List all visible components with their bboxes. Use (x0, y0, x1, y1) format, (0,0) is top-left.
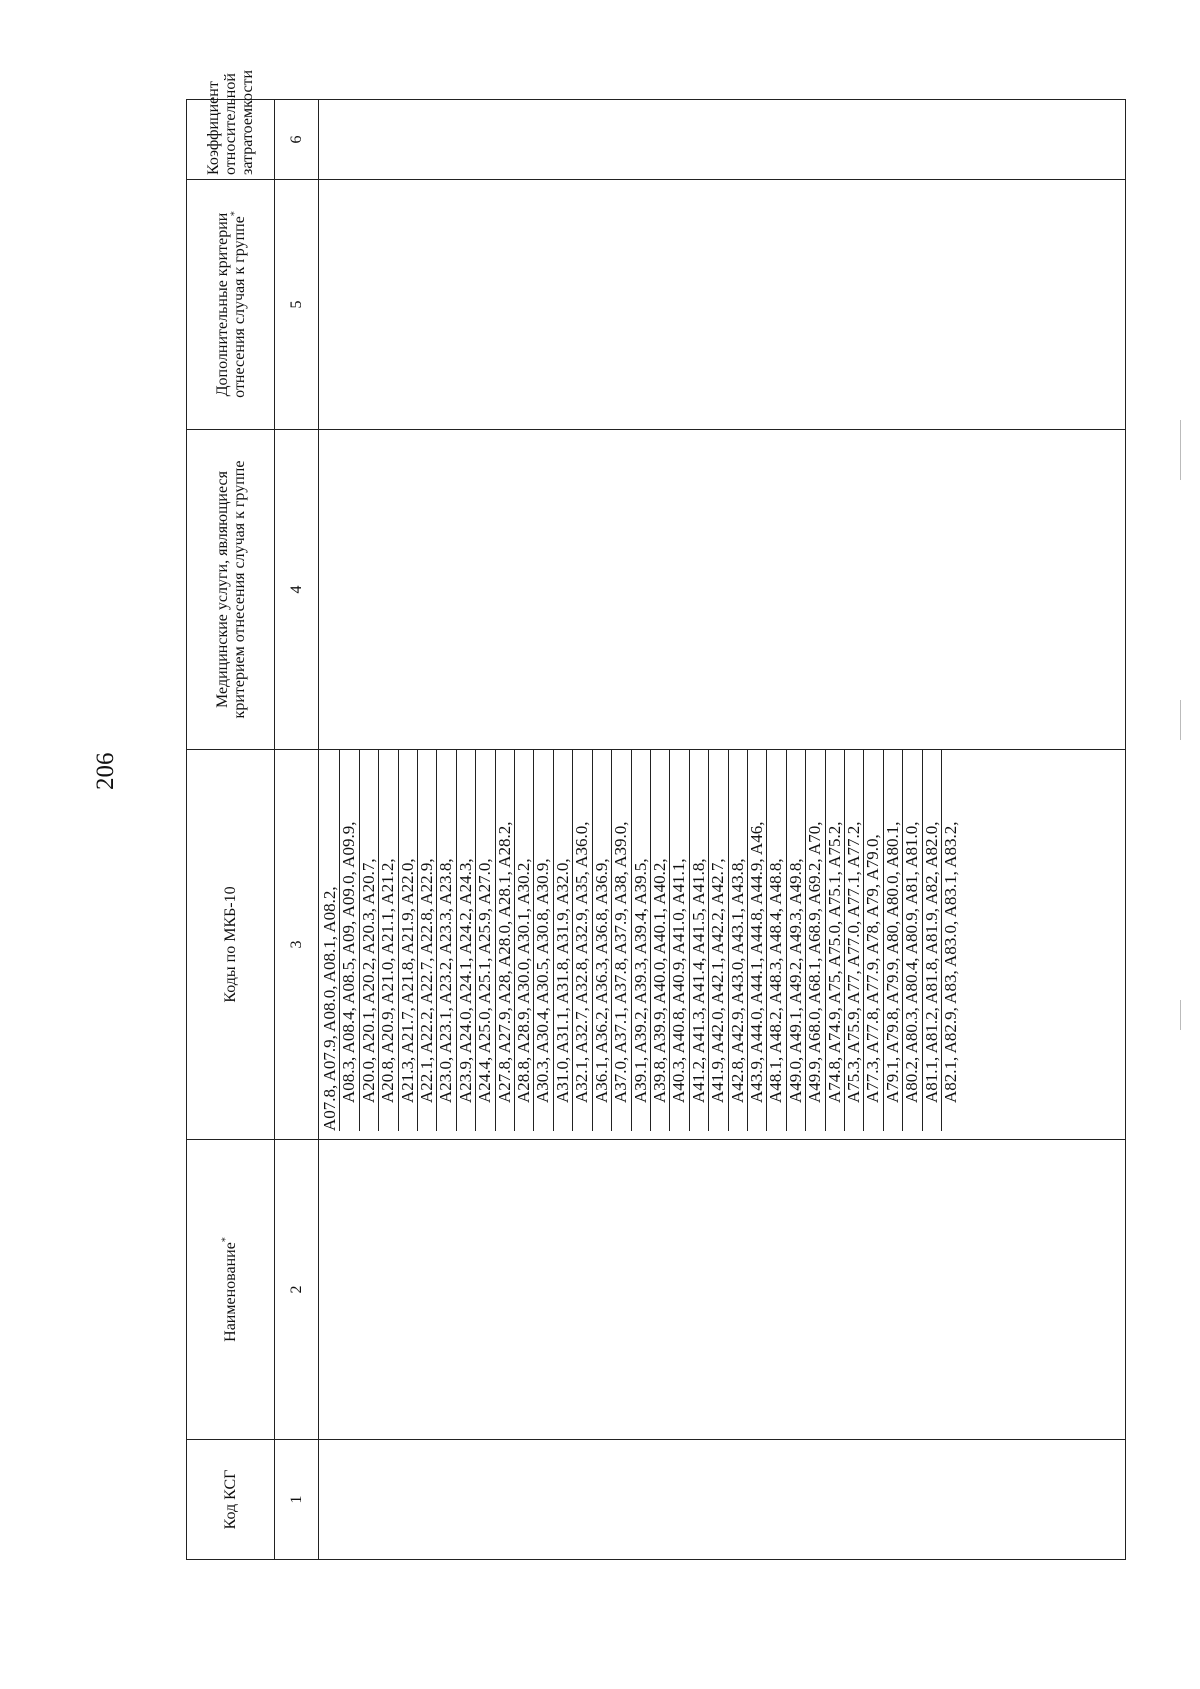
column-number: 6 (275, 100, 319, 180)
scan-edge-line (1180, 1000, 1181, 1030)
icd-code-line: A49.0, A49.1, A49.2, A49.3, A49.8, (787, 750, 806, 1131)
icd-code-line: A41.9, A42.0, A42.1, A42.2, A42.7, (709, 750, 728, 1131)
icd-code-line: A80.2, A80.3, A80.4, A80.9, A81, A81.0, (903, 750, 922, 1131)
table-row (319, 100, 1126, 1560)
icd-code-list (321, 750, 960, 1131)
icd-code-line: A48.1, A48.2, A48.3, A48.4, A48.8, (767, 750, 786, 1131)
icd-code-line: A49.9, A68.0, A68.1, A68.9, A69.2, A70, (806, 750, 825, 1131)
icd-code-line: A77.3, A77.8, A77.9, A78, A79, A79.0, (864, 750, 883, 1131)
icd-code-line: A30.3, A30.4, A30.5, A30.8, A30.9, (534, 750, 553, 1131)
icd-code-line: A32.1, A32.7, A32.8, A32.9, A35, A36.0, (573, 750, 592, 1131)
column-number: 4 (275, 430, 319, 750)
icd-code-line: A43.9, A44.0, A44.1, A44.8, A44.9, A46, (748, 750, 767, 1131)
header-coefficient: Коэффициент относительной затратоемкости (187, 100, 275, 180)
icd-code-line: A07.8, A07.9, A08.0, A08.1, A08.2, (321, 750, 340, 1131)
page-number: 206 (92, 752, 119, 790)
icd-code-line: A42.8, A42.9, A43.0, A43.1, A43.8, (729, 750, 748, 1131)
icd-code-line: A31.0, A31.1, A31.8, A31.9, A32.0, (554, 750, 573, 1131)
rotated-table-container (186, 69, 1126, 1560)
column-number: 1 (275, 1440, 319, 1560)
header-name: Наименование* (187, 1140, 275, 1440)
icd-code-line: A79.1, A79.8, A79.9, A80, A80.0, A80.1, (884, 750, 903, 1131)
icd-code-line: A20.8, A20.9, A21.0, A21.1, A21.2, (379, 750, 398, 1131)
icd-code-line: A22.1, A22.2, A22.7, A22.8, A22.9, (418, 750, 437, 1131)
icd-code-line: A39.1, A39.2, A39.3, A39.4, A39.5, (632, 750, 651, 1131)
icd-code-line: A75.3, A75.9, A77, A77.0, A77.1, A77.2, (845, 750, 864, 1131)
icd-code-line: A27.8, A27.9, A28, A28.0, A28.1, A28.2, (496, 750, 515, 1131)
column-number-row (275, 100, 319, 1560)
column-number: 2 (275, 1140, 319, 1440)
icd-code-line: A39.8, A39.9, A40.0, A40.1, A40.2, (651, 750, 670, 1131)
column-number: 5 (275, 180, 319, 430)
icd-code-line: A23.0, A23.1, A23.2, A23.3, A23.8, (437, 750, 456, 1131)
icd-code-line: A28.8, A28.9, A30.0, A30.1, A30.2, (515, 750, 534, 1131)
header-ksg-code: Код КСГ (187, 1440, 275, 1560)
icd-code-line: A40.3, A40.8, A40.9, A41.0, A41.1, (670, 750, 689, 1131)
icd-code-line: A81.1, A81.2, A81.8, A81.9, A82, A82.0, (923, 750, 942, 1131)
icd-code-line: A08.3, A08.4, A08.5, A09, A09.0, A09.9, (340, 750, 359, 1131)
icd-code-line: A24.4, A25.0, A25.1, A25.9, A27.0, (476, 750, 495, 1131)
icd-code-line: A23.9, A24.0, A24.1, A24.2, A24.3, (457, 750, 476, 1131)
header-medical-services: Медицинские услуги, являющиеся критерием отнесения случая к группе (187, 430, 275, 750)
header-row (187, 100, 275, 1560)
extra-criteria-cell (319, 180, 1126, 430)
icd-code-line: A20.0, A20.1, A20.2, A20.3, A20.7, (360, 750, 379, 1131)
icd-code-line: A37.0, A37.1, A37.8, A37.9, A38, A39.0, (612, 750, 631, 1131)
column-number: 3 (275, 750, 319, 1140)
header-extra-criteria: Дополнительные критерии отнесения случая к группе* (187, 180, 275, 430)
icd-code-line: A74.8, A74.9, A75, A75.0, A75.1, A75.2, (826, 750, 845, 1131)
ksg-table (186, 69, 1126, 1560)
coefficient-cell (319, 100, 1126, 180)
icd-code-line: A36.1, A36.2, A36.3, A36.8, A36.9, (593, 750, 612, 1131)
name-cell (319, 1140, 1126, 1440)
icd-code-line: A82.1, A82.9, A83, A83.0, A83.1, A83.2, (941, 821, 960, 1103)
icd-code-line: A41.2, A41.3, A41.4, A41.5, A41.8, (690, 750, 709, 1131)
scan-edge-line (1180, 420, 1181, 480)
scan-edge-line (1180, 700, 1181, 740)
header-icd-codes: Коды по МКБ-10 (187, 750, 275, 1140)
icd-codes-cell (319, 750, 1126, 1140)
ksg-code-cell (319, 1440, 1126, 1560)
services-cell (319, 430, 1126, 750)
icd-code-line: A21.3, A21.7, A21.8, A21.9, A22.0, (399, 750, 418, 1131)
